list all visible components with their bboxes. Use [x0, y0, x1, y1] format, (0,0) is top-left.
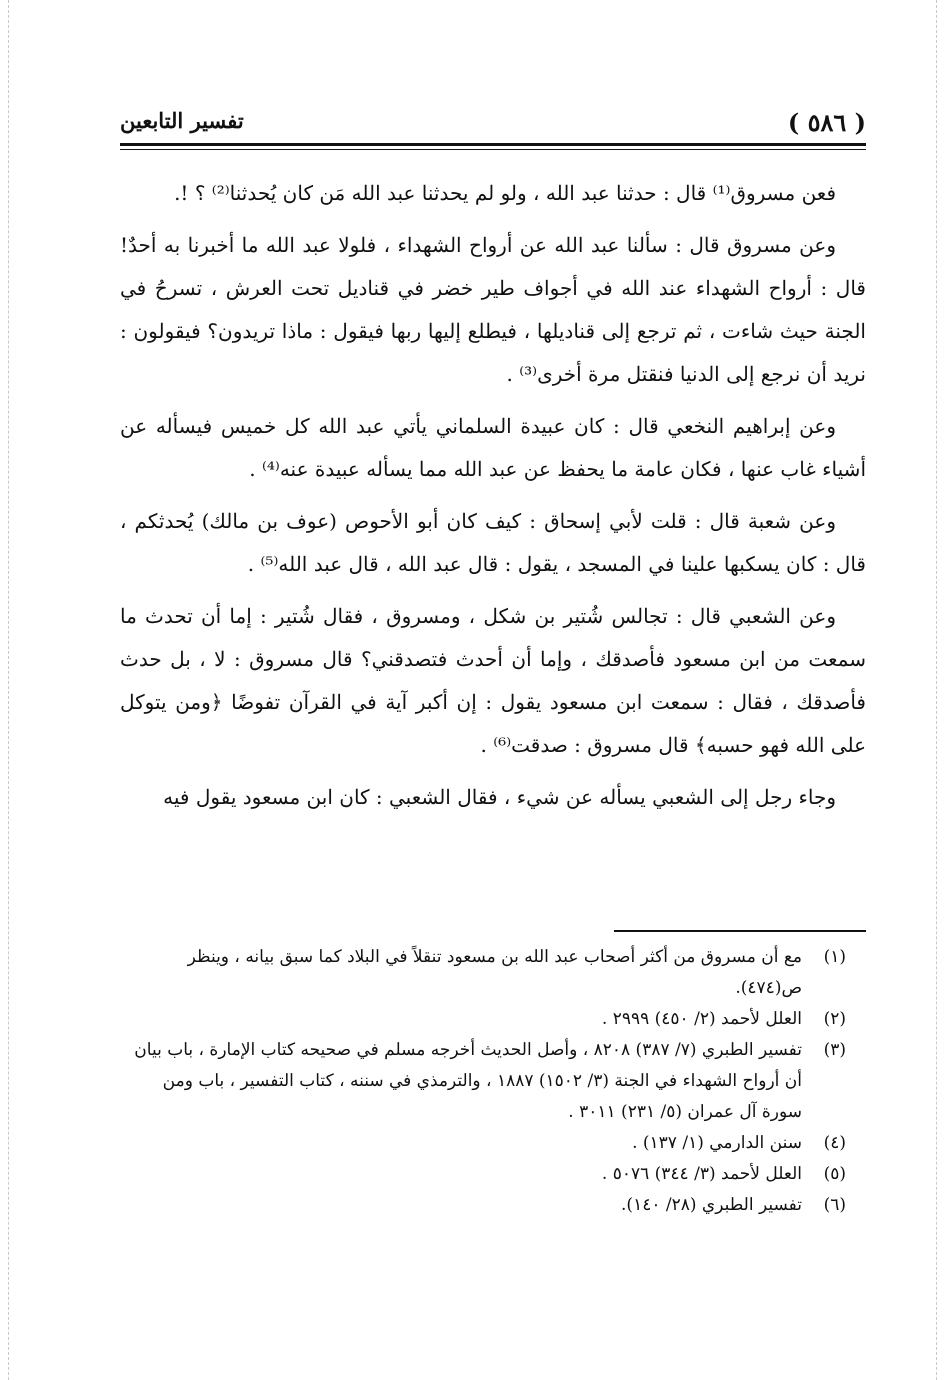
paragraph-masruq-1: فعن مسروق⁽¹⁾ قال : حدثنا عبد الله ، ولو لم يحدثنا عبد الله مَن كان يُحدثنا⁽²⁾ ؟ !.	[174, 181, 836, 205]
footnote-text: العلل لأحمد (٢/ ٤٥٠) ٢٩٩٩ .	[601, 1009, 802, 1029]
footnote-number: (٢)	[823, 1009, 846, 1029]
footnote-number: (٥)	[823, 1164, 846, 1184]
footnote-number: (٤)	[823, 1133, 846, 1153]
scan-edge-left	[8, 0, 9, 1380]
footnote-text: مع أن مسروق من أكثر أصحاب عبد الله بن مسعود تنقلاً في البلاد كما سبق بيانه ، وينظر ص(٤٧٤).	[187, 947, 802, 998]
footnote-5	[120, 1159, 846, 1190]
footnote-text: تفسير الطبري (٧/ ٣٨٧) ٨٢٠٨ ، وأصل الحديث أخرجه مسلم في صحيحه كتاب الإمارة ، باب بيان أن أرواح الشهداء في الجنة (٣/ ١٥٠٢) ١٨٨٧ ، والترمذي في سننه ، كتاب التفسير ، باب ومن سورة آل عمران (٥/ ٢٣١) ٣٠١١ .	[134, 1040, 802, 1122]
main-text	[120, 172, 866, 912]
paragraph-closing: وجاء رجل إلى الشعبي يسأله عن شيء ، فقال الشعبي : كان ابن مسعود يقول فيه	[163, 785, 836, 809]
footnote-number: (١)	[823, 947, 846, 967]
footnote-4	[120, 1128, 846, 1159]
footnote-separator	[614, 930, 866, 932]
footnote-1	[120, 942, 846, 1004]
paragraph-shuba: وعن شعبة قال : قلت لأبي إسحاق : كيف كان أبو الأحوص (عوف بن مالك) يُحدثكم ، قال : كان يسكبها علينا في المسجد ، يقول : قال عبد الله ، قال عبد الله⁽⁵⁾ .	[120, 509, 866, 576]
footnote-text: تفسير الطبري (٢٨/ ١٤٠).	[621, 1195, 802, 1215]
header-rule-secondary	[120, 149, 866, 150]
page-number: ( ٥٨٦ )	[787, 108, 866, 137]
paragraph-ibrahim: وعن إبراهيم النخعي قال : كان عبيدة السلماني يأتي عبد الله كل خميس فيسأله عن أشياء غاب عنها ، فكان عامة ما يحفظ عن عبد الله مما يسأله عبيدة عنه⁽⁴⁾ .	[120, 414, 866, 481]
header-rule	[120, 143, 866, 146]
footnotes	[120, 942, 846, 1282]
paragraph-masruq-2: وعن مسروق قال : سألنا عبد الله عن أرواح الشهداء ، فلولا عبد الله ما أخبرنا به أحدٌ! قال : أرواح الشهداء عند الله في أجواف طير خضر في قناديل تحت العرش ، تسرحُ في الجنة حيث شاءت ، ثم ترجع إلى قناديلها ، فيطلع إليها ربها فيقول : ماذا تريدون؟ فيقولون : نريد أن نرجع إلى الدنيا فنقتل مرة أخرى⁽³⁾ .	[120, 233, 866, 386]
paragraph-shabi: وعن الشعبي قال : تجالس شُتير بن شكل ، ومسروق ، فقال شُتير : إما أن تحدث ما سمعت من ابن مسعود فأصدقك ، وإما أن أحدث فتصدقني؟ قال مسروق : لا ، بل حدث فأصدقك ، فقال : سمعت ابن مسعود يقول : إن أكبر آية في القرآن تفوضًا ﴿ومن يتوكل على الله فهو حسبه﴾ قال مسروق : صدقت⁽⁶⁾ .	[120, 604, 866, 757]
footnote-3	[120, 1035, 846, 1128]
footnote-6	[120, 1190, 846, 1221]
scan-edge-right	[936, 0, 937, 1380]
footnote-2	[120, 1004, 846, 1035]
footnote-text: سنن الدارمي (١/ ١٣٧) .	[632, 1133, 802, 1153]
footnote-number: (٦)	[823, 1195, 846, 1215]
footnote-text: العلل لأحمد (٣/ ٣٤٤) ٥٠٧٦ .	[601, 1164, 802, 1184]
page-header	[120, 104, 866, 140]
running-title: تفسير التابعين	[120, 108, 244, 133]
footnote-number: (٣)	[823, 1040, 846, 1060]
